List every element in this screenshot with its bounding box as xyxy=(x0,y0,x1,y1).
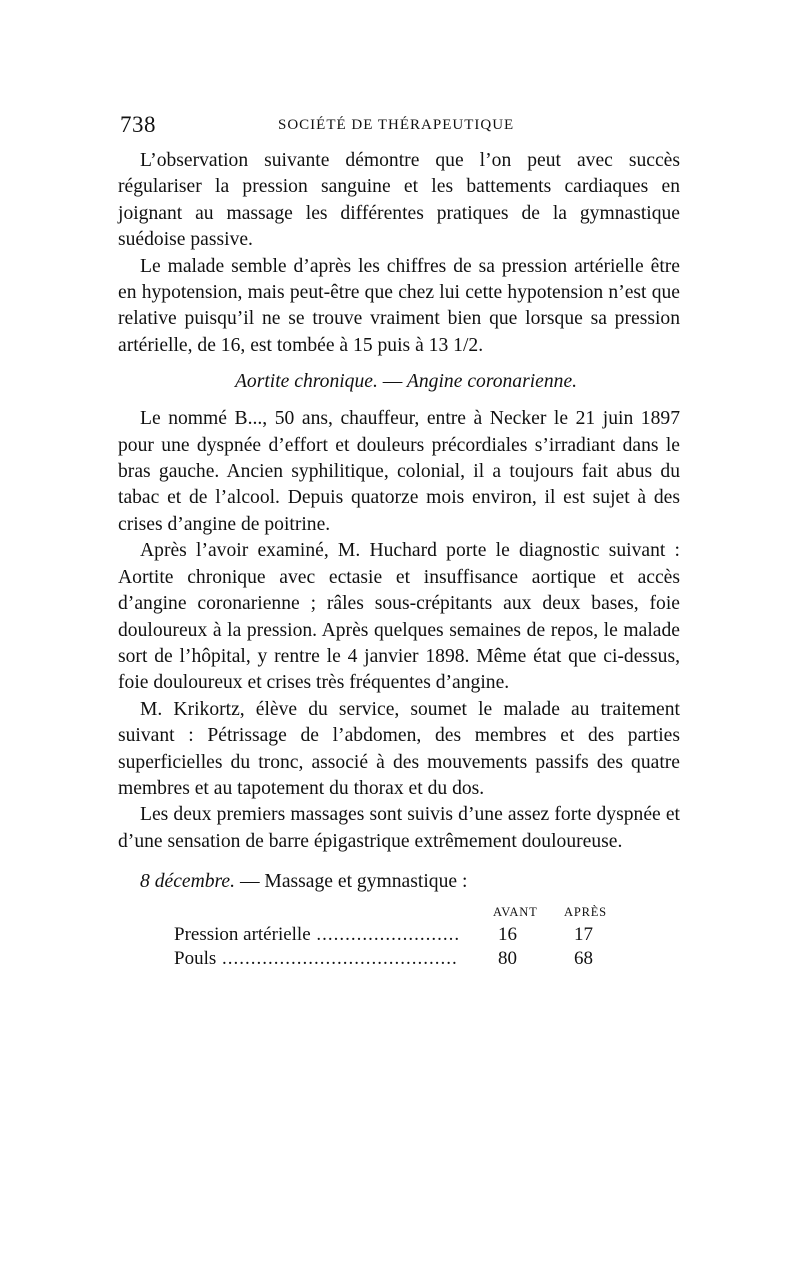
section-title-angine: Angine coronarienne. xyxy=(406,371,578,393)
spacer xyxy=(118,855,680,869)
paragraph-diagnosis: Après l’avoir examiné, M. Huchard porte le diagnostic suivant : Aortite chronique avec ectasie et insuffisance aortique et accès d’angine coronarienne ; râles sous-crépitants aux deux bases, foie douloureux à la pression. Après quelques semaines de repos, le malade sort de l’hôpital, y rentre le 4 janvier 1898. Même état que ci-dessus, foie douloureux et crises très fréquentes d’angine. xyxy=(118,540,680,694)
page-number: 738 xyxy=(120,112,156,137)
table-row xyxy=(168,923,638,947)
session-date: 8 décembre. xyxy=(140,871,236,893)
section-title-dash: — xyxy=(382,371,403,393)
paragraph-hypotension: Le malade semble d’après les chiffres de sa pression artérielle être en hypotension, mais peut-être que chez lui cette hypotension n’est que relative puisqu’il ne se trouve vraiment bien que lorsque sa pression artérielle, de 16, est tombée à 15 puis à 13 1/2. xyxy=(118,255,680,356)
section-heading xyxy=(118,369,680,395)
row-value-before: 80 xyxy=(498,948,517,970)
table-row xyxy=(168,947,638,971)
row-label-pouls: Pouls ..... xyxy=(174,947,458,971)
paragraph-case-history: Le nommé B..., 50 ans, chauffeur, entre à Necker le 21 juin 1897 pour une dyspnée d’effort et douleurs précordiales s’irradiant dans le bras gauche. Ancien syphilitique, colonial, il a toujours fait abus du tabac et de l’alcool. Depuis quatorze mois environ, il est sujet à des crises d’angine de poitrine. xyxy=(118,408,680,535)
paragraph-first-massages: Les deux premiers massages sont suivis d’une assez forte dyspnée et d’une sensation de barre épigastrique extrêmement douloureuse. xyxy=(118,804,680,852)
row-label-pression: Pression artérielle ..... xyxy=(174,923,458,947)
column-header-apres: APRÈS xyxy=(564,905,607,920)
paragraph-treatment: M. Krikortz, élève du service, soumet le malade au traitement suivant : Pétrissage de l’abdomen, des membres et des parties superficielles du tronc, associé à des mouvements passifs des quatre membres et au tapotement du thorax et du dos. xyxy=(118,698,680,799)
session-text: — Massage et gymnastique : xyxy=(239,871,468,893)
measurements-table xyxy=(118,905,680,985)
session-line xyxy=(118,869,680,895)
section-title-aortite: Aortite chronique. xyxy=(234,371,378,393)
paragraph-observation: L’observation suivante démontre que l’on peut avec succès régulariser la pression sanguine et les battements cardiaques en joignant au massage les différentes pratiques de la gymnastique suédoise passive. xyxy=(118,150,680,251)
row-value-after: 68 xyxy=(574,948,593,970)
page-body xyxy=(118,148,680,985)
column-header-avant: AVANT xyxy=(493,905,538,920)
row-value-after: 17 xyxy=(574,924,593,946)
running-title: SOCIÉTÉ DE THÉRAPEUTIQUE xyxy=(278,117,515,133)
page-header xyxy=(118,112,680,142)
row-value-before: 16 xyxy=(498,924,517,946)
